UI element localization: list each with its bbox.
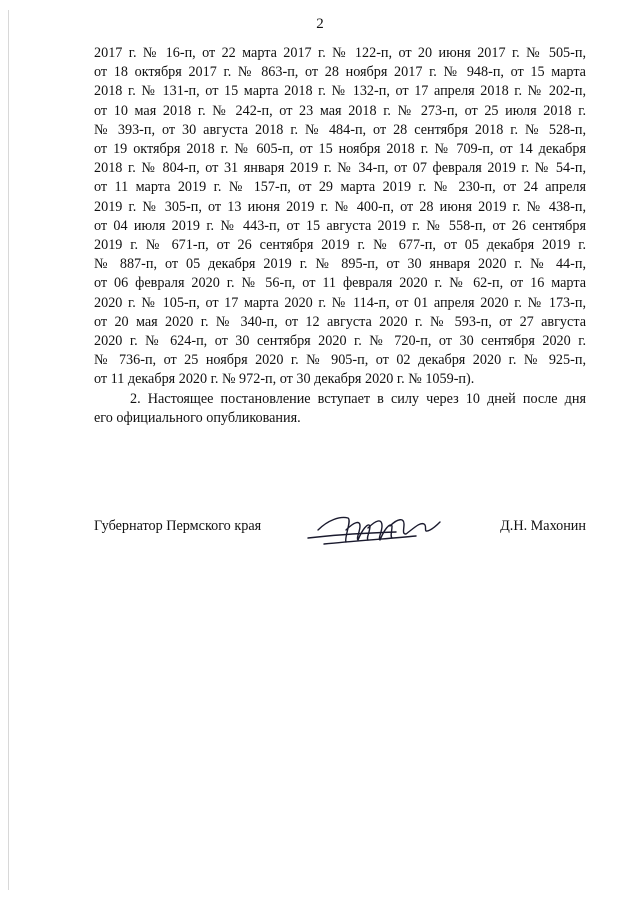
text-line: № 887-п, от 05 декабря 2019 г. № 895-п, от 30 января 2020 г. № 44-п, [94, 256, 586, 273]
text-line: от 19 октября 2018 г. № 605-п, от 15 ноября 2018 г. № 709-п, от 14 декабря [94, 141, 586, 158]
text-line: от 06 февраля 2020 г. № 56-п, от 11 февраля 2020 г. № 62-п, от 16 марта [94, 275, 586, 292]
text-line: № 393-п, от 30 августа 2018 г. № 484-п, от 28 сентября 2018 г. № 528-п, [94, 121, 586, 138]
signatory-name: Д.Н. Махонин [500, 518, 586, 534]
text-line: 2020 г. № 105-п, от 17 марта 2020 г. № 114-п, от 01 апреля 2020 г. № 173-п, [94, 294, 586, 311]
document-body [94, 44, 586, 428]
handwritten-signature [304, 508, 444, 552]
page-number: 2 [316, 16, 324, 32]
text-line: 2019 г. № 671-п, от 26 сентября 2019 г. № 677-п, от 05 декабря 2019 г. [94, 237, 586, 254]
paragraph-list-of-resolutions [94, 44, 586, 390]
signatory-title: Губернатор Пермского края [94, 518, 262, 534]
text-line: от 11 марта 2019 г. № 157-п, от 29 марта 2019 г. № 230-п, от 24 апреля [94, 179, 586, 196]
signature-block [94, 512, 586, 552]
text-line: 2017 г. № 16-п, от 22 марта 2017 г. № 122-п, от 20 июня 2017 г. № 505-п, [94, 45, 586, 61]
paragraph-effective-date [94, 390, 586, 428]
text-line: от 04 июля 2019 г. № 443-п, от 15 августа 2019 г. № 558-п, от 26 сентября [94, 217, 586, 234]
text-line: 2018 г. № 804-п, от 31 января 2019 г. № 34-п, от 07 февраля 2019 г. № 54-п, [94, 160, 586, 177]
text-line: 2019 г. № 305-п, от 13 июня 2019 г. № 400-п, от 28 июня 2019 г. № 438-п, [94, 198, 586, 215]
text-line: от 20 мая 2020 г. № 340-п, от 12 августа 2020 г. № 593-п, от 27 августа [94, 313, 586, 330]
text-line: от 11 декабря 2020 г. № 972-п, от 30 декабря 2020 г. № 1059-п). [94, 371, 475, 388]
text-line: 2. Настоящее постановление вступает в силу через 10 дней после дня [130, 390, 586, 407]
text-line: 2020 г. № 624-п, от 30 сентября 2020 г. № 720-п, от 30 сентября 2020 г. [94, 333, 586, 350]
text-line: от 18 октября 2017 г. № 863-п, от 28 ноября 2017 г. № 948-п, от 15 марта [94, 64, 586, 81]
text-line: его официального опубликования. [94, 409, 301, 426]
scan-edge-line [8, 10, 9, 890]
text-line: 2018 г. № 131-п, от 15 марта 2018 г. № 132-п, от 17 апреля 2018 г. № 202-п, [94, 83, 586, 100]
text-line: № 736-п, от 25 ноября 2020 г. № 905-п, от 02 декабря 2020 г. № 925-п, [94, 352, 586, 369]
text-line: от 10 мая 2018 г. № 242-п, от 23 мая 2018 г. № 273-п, от 25 июля 2018 г. [94, 102, 586, 119]
